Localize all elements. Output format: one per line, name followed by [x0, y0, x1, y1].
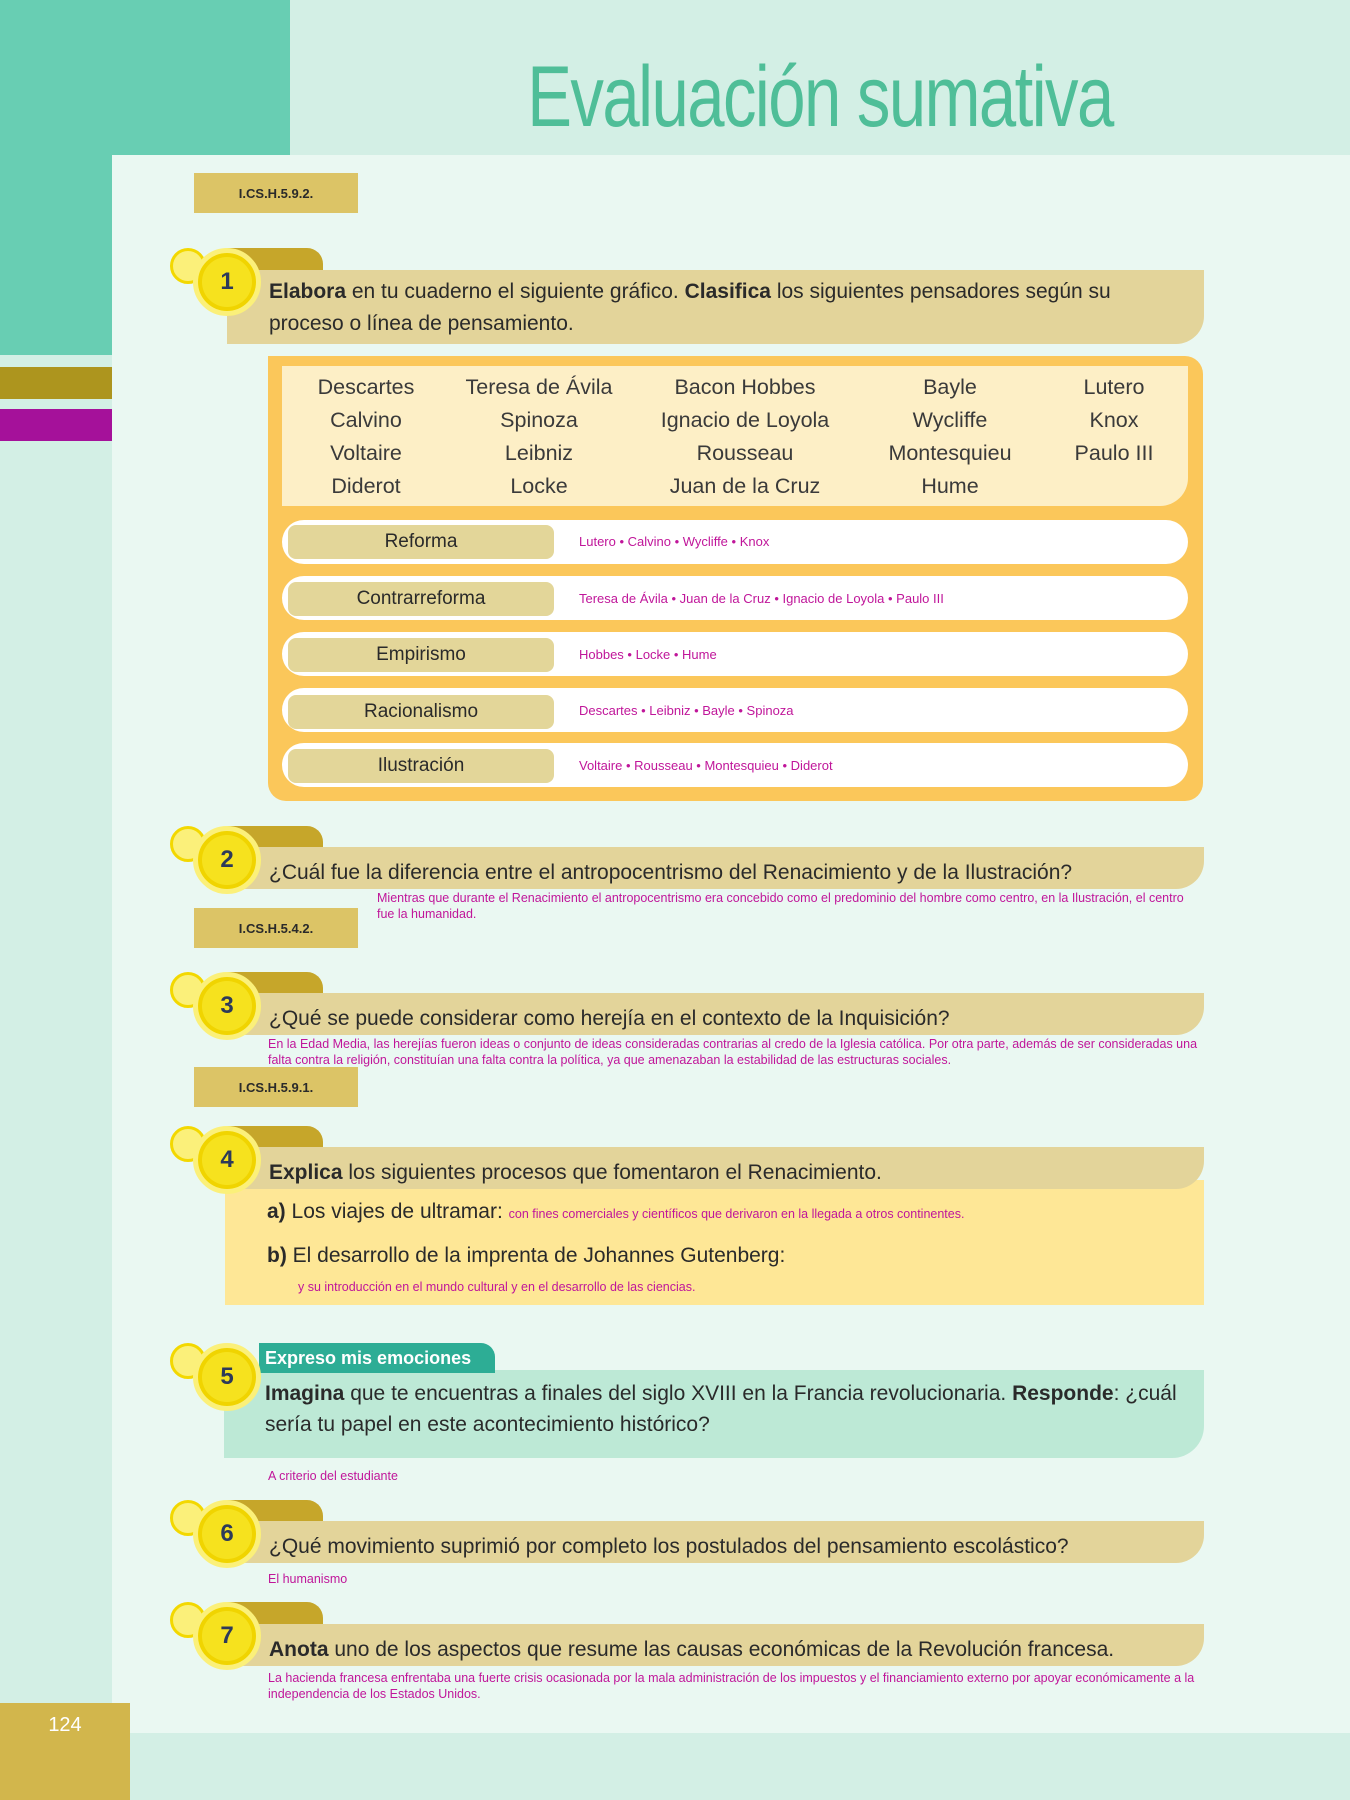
q1-text1: en tu cuaderno el siguiente gráfico.	[346, 280, 685, 303]
thinker-name: Wycliffe	[912, 408, 988, 432]
q4-verb: Explica	[269, 1161, 343, 1184]
row-answer: Descartes • Leibniz • Bayle • Spinoza	[579, 703, 794, 718]
q4-a-text: Los viajes de ultramar:	[291, 1200, 503, 1223]
thinker-name: Calvino	[330, 408, 402, 432]
row-label-ilustracion: Ilustración	[288, 749, 554, 783]
q7-verb: Anota	[269, 1638, 329, 1661]
q7-text: uno de los aspectos que resume las causas económicas de la Revolución francesa.	[328, 1638, 1115, 1661]
thinker-name: Diderot	[331, 474, 401, 498]
side-band	[0, 355, 112, 1800]
thinker-name: Ignacio de Loyola	[660, 408, 830, 432]
thinker-name: Locke	[510, 474, 568, 498]
row-answer: Voltaire • Rousseau • Montesquieu • Diderot	[579, 758, 833, 773]
thinker-name: Teresa de Ávila	[465, 375, 613, 399]
thinker-name: Montesquieu	[888, 441, 1012, 465]
thinker-name: Voltaire	[330, 441, 402, 465]
thinker-name: Leibniz	[504, 441, 574, 465]
question-7-number-badge: 7	[193, 1602, 261, 1670]
indicator-code: I.CS.H.5.4.2.	[194, 908, 358, 948]
names-column-3	[640, 371, 850, 503]
row-answer: Lutero • Calvino • Wycliffe • Knox	[579, 534, 770, 549]
q4-item-a	[267, 1200, 964, 1224]
page-title: Evaluación sumativa	[527, 49, 1113, 145]
q1-text2: los siguientes pensadores según su proceso o línea de pensamiento.	[269, 280, 1111, 335]
thinker-name: Spinoza	[500, 408, 578, 432]
q5-text2: : ¿cuál sería tu papel en este acontecimiento histórico?	[265, 1382, 1177, 1436]
question-5-tab: Expreso mis emociones	[259, 1343, 495, 1373]
question-7-answer: La hacienda francesa enfrentaba una fuerte crisis ocasionada por la mala administración de los impuestos y el financiamiento externo por apoyar económicamente a la independencia de los Estados Unidos.	[268, 1671, 1195, 1701]
row-label-reforma: Reforma	[288, 525, 554, 559]
row-label-contrarreforma: Contrarreforma	[288, 582, 554, 616]
row-label-empirismo: Empirismo	[288, 638, 554, 672]
names-column-4	[870, 371, 1030, 503]
question-3-bar: ¿Qué se puede considerar como herejía en el contexto de la Inquisición?	[227, 993, 1204, 1035]
thinker-name: Lutero	[1083, 375, 1145, 399]
question-1-bar	[227, 270, 1204, 344]
question-5-answer: A criterio del estudiante	[268, 1469, 398, 1483]
question-6-number-badge: 6	[193, 1500, 261, 1568]
question-2-number-badge: 2	[193, 826, 261, 894]
q1-verb1: Elabora	[269, 280, 347, 303]
q5-text1: que te encuentras a finales del siglo XVIII en la Francia revolucionaria.	[344, 1382, 1013, 1405]
q4-a-label: a)	[267, 1200, 286, 1223]
q5-verb1: Imagina	[265, 1382, 345, 1405]
thinker-name: Knox	[1089, 408, 1139, 432]
question-4-bar	[227, 1147, 1204, 1189]
row-answer: Teresa de Ávila • Juan de la Cruz • Ignacio de Loyola • Paulo III	[579, 591, 944, 606]
q4-b-answer: y su introducción en el mundo cultural y en el desarrollo de las ciencias.	[298, 1280, 696, 1294]
question-1-number-badge: 1	[193, 248, 261, 316]
indicator-code: I.CS.H.5.9.2.	[194, 173, 358, 213]
question-4-number-badge: 4	[193, 1126, 261, 1194]
thinker-name: Hume	[921, 474, 979, 498]
page-number: 124	[48, 1714, 82, 1736]
names-column-2	[449, 371, 629, 503]
thinker-name: Paulo III	[1074, 441, 1154, 465]
row-label-racionalismo: Racionalismo	[288, 695, 554, 729]
q4-item-b	[267, 1244, 785, 1268]
side-bar-olive	[0, 367, 112, 399]
names-column-5	[1054, 371, 1174, 470]
row-answer: Hobbes • Locke • Hume	[579, 647, 717, 662]
question-2-bar: ¿Cuál fue la diferencia entre el antropocentrismo del Renacimiento y de la Ilustración?	[227, 847, 1204, 889]
question-5-text	[265, 1378, 1195, 1440]
thinker-name: Descartes	[317, 375, 415, 399]
names-column-1	[301, 371, 431, 503]
q5-verb2: Responde	[1012, 1382, 1114, 1405]
question-2-answer: Mientras que durante el Renacimiento el antropocentrismo era concebido como el predominio del hombre como centro, en la Ilustración, el centro fue la humanidad.	[377, 891, 1184, 921]
question-3-number-badge: 3	[193, 972, 261, 1040]
side-bar-magenta	[0, 409, 112, 441]
q4-b-label: b)	[267, 1244, 287, 1267]
thinker-name: Rousseau	[696, 441, 794, 465]
thinker-name: Bacon Hobbes	[674, 375, 816, 399]
q4-a-answer: con fines comerciales y científicos que derivaron en la llegada a otros continentes.	[508, 1207, 965, 1221]
q4-b-text: El desarrollo de la imprenta de Johannes Gutenberg:	[292, 1244, 786, 1267]
question-6-bar: ¿Qué movimiento suprimió por completo los postulados del pensamiento escolástico?	[227, 1521, 1204, 1563]
indicator-code: I.CS.H.5.9.1.	[194, 1067, 358, 1107]
question-5-number-badge: 5	[193, 1343, 261, 1411]
question-7-bar	[227, 1624, 1204, 1666]
question-3-answer: En la Edad Media, las herejías fueron ideas o conjunto de ideas consideradas contrarias al credo de la Iglesia católica. Por otra parte, además de ser consideradas una falta contra la religión, constituían una falta contra la política, ya que amenazaban la estabilidad de las estructuras sociales.	[268, 1037, 1198, 1067]
q4-text: los siguientes procesos que fomentaron el Renacimiento.	[342, 1161, 882, 1184]
thinker-name: Juan de la Cruz	[669, 474, 821, 498]
q1-verb2: Clasifica	[684, 280, 771, 303]
question-6-answer: El humanismo	[268, 1572, 348, 1586]
thinker-name: Bayle	[923, 375, 977, 399]
